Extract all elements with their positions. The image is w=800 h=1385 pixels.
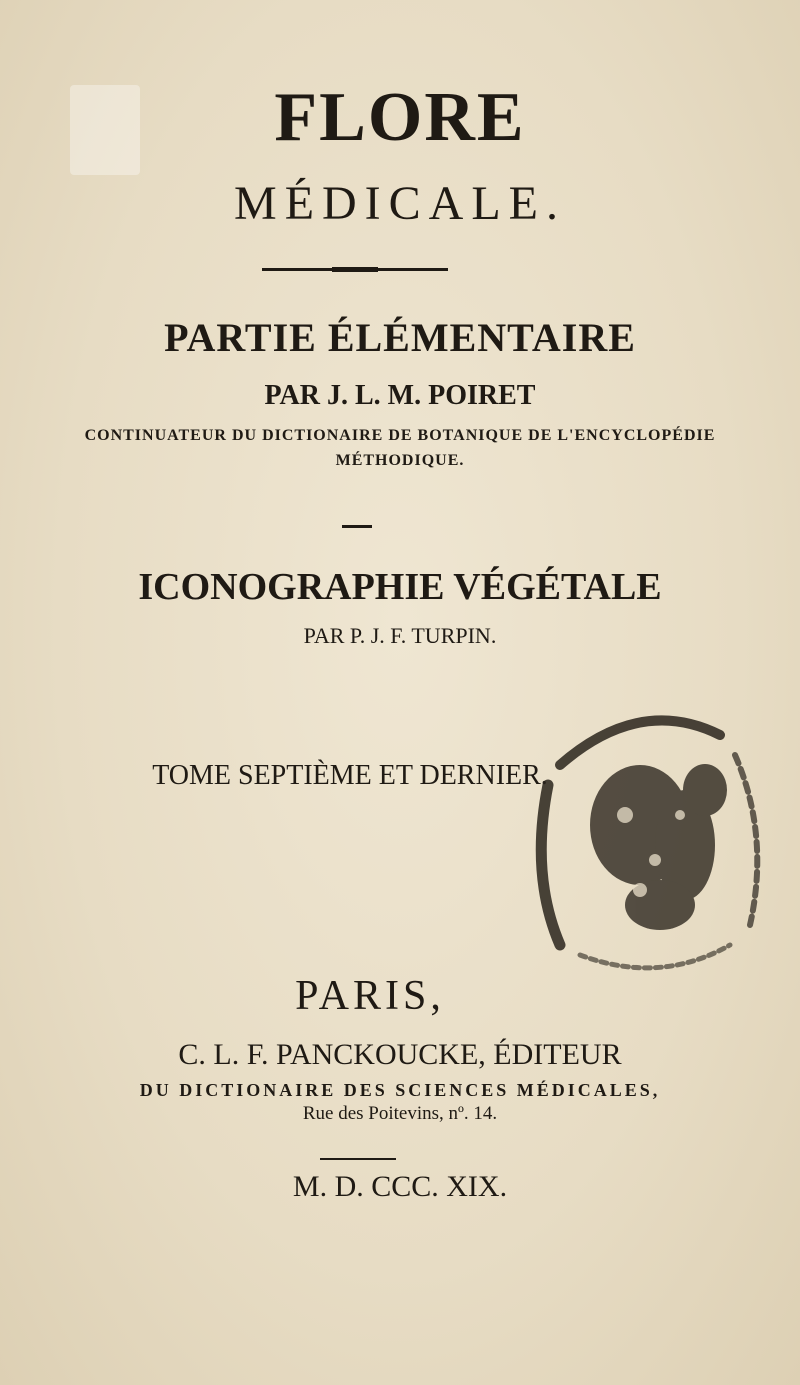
short-rule bbox=[342, 525, 372, 528]
volume-line: TOME SEPTIÈME ET DERNIER. bbox=[152, 760, 548, 791]
author-line: PAR J. L. M. POIRET bbox=[264, 380, 536, 411]
title-line-1: FLORE bbox=[274, 79, 526, 156]
short-rule-bottom bbox=[320, 1158, 396, 1160]
publication-date: M. D. CCC. XIX. bbox=[292, 1170, 508, 1203]
part-heading: PARTIE ÉLÉMENTAIRE bbox=[164, 315, 636, 360]
iconography-heading: ICONOGRAPHIE VÉGÉTALE bbox=[138, 566, 662, 608]
city-line: PARIS, bbox=[295, 973, 445, 1019]
library-stamp-icon bbox=[520, 695, 780, 1005]
author-credentials-line-1: CONTINUATEUR DU DICTIONAIRE DE BOTANIQUE DE L'ENCYCLOPÉDIE bbox=[84, 427, 716, 444]
illustrator-line: PAR P. J. F. TURPIN. bbox=[303, 623, 497, 648]
ornamental-rule bbox=[262, 268, 448, 271]
author-credentials-line-2: MÉTHODIQUE. bbox=[335, 452, 465, 469]
address-line: Rue des Poitevins, nº. 14. bbox=[302, 1103, 498, 1124]
title-line-2: MÉDICALE. bbox=[234, 177, 566, 230]
dictionary-line: DU DICTIONAIRE DES SCIENCES MÉDICALES, bbox=[139, 1080, 661, 1100]
publisher-line: C. L. F. PANCKOUCKE, ÉDITEUR bbox=[178, 1038, 622, 1071]
